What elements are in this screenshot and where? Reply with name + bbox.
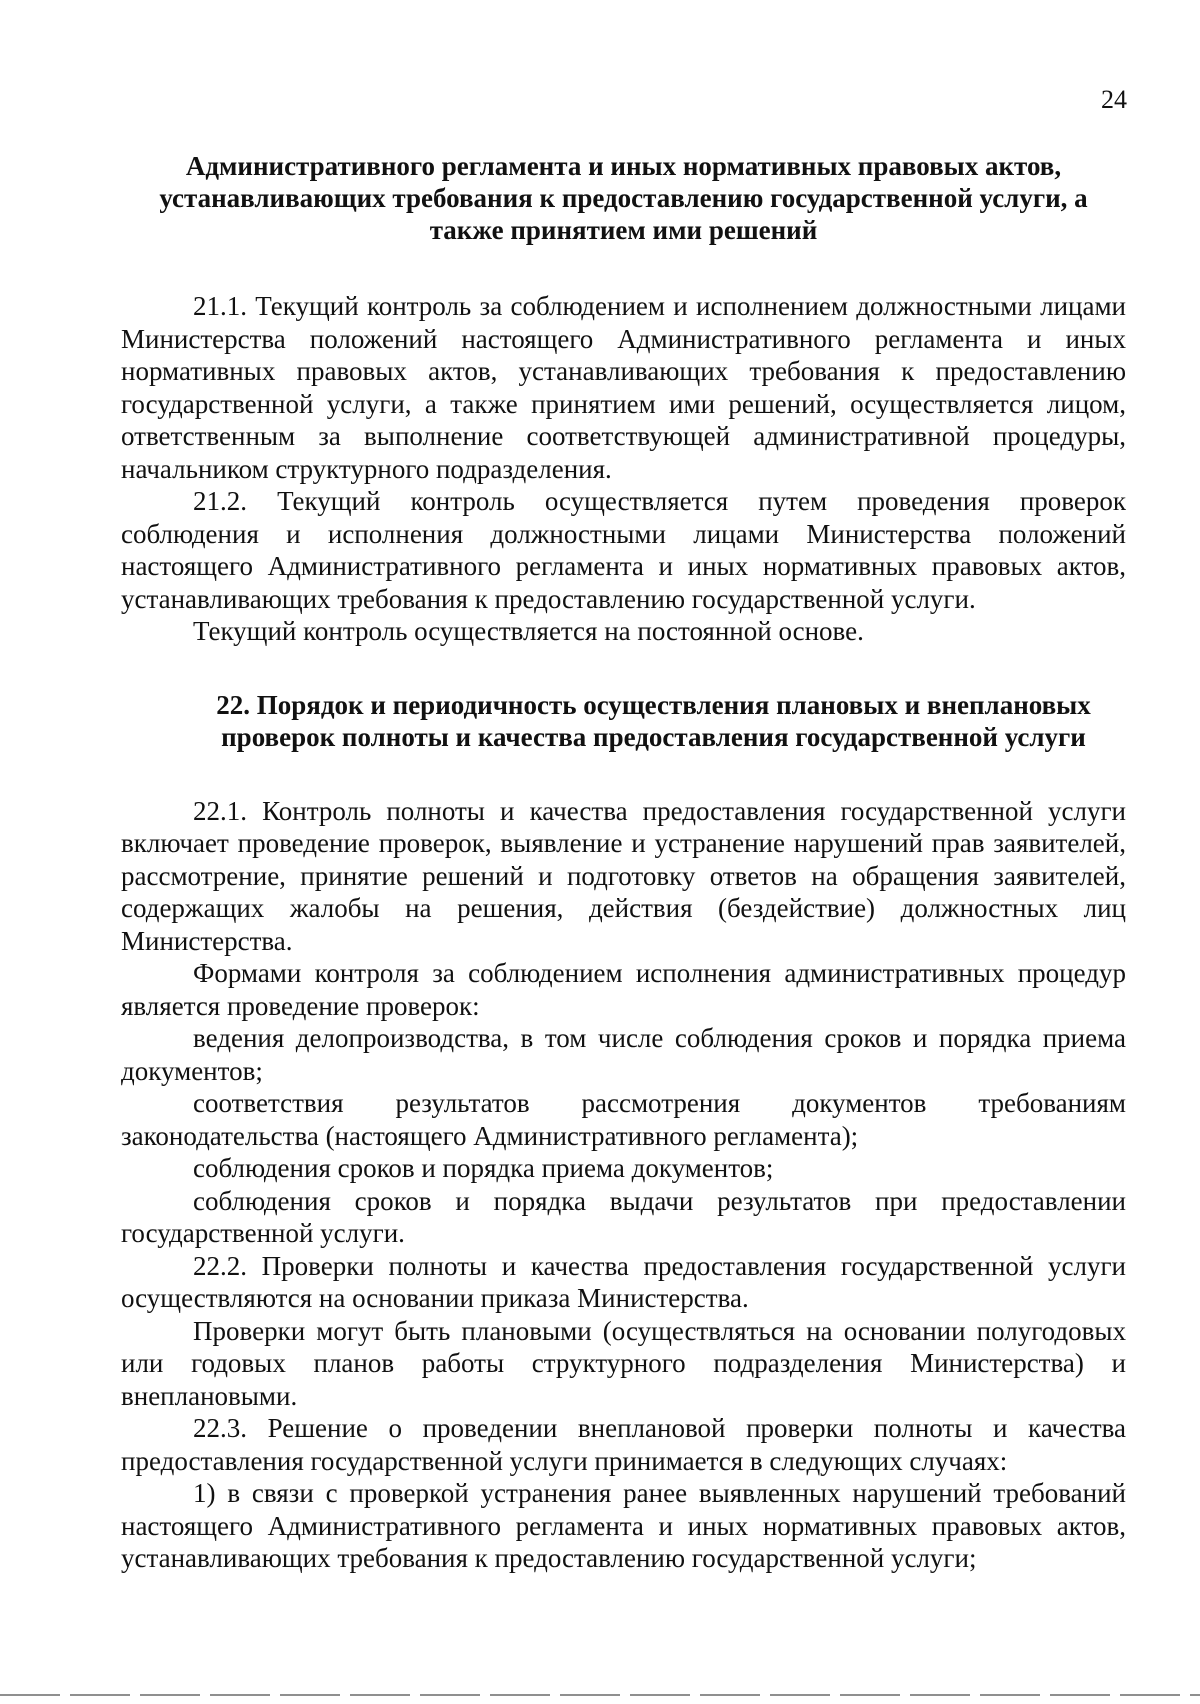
scan-edge-line xyxy=(0,1694,1200,1696)
paragraph-22-2: 22.2. Проверки полноты и качества предоставления государственной услуги осуществляются на основании приказа Министерства. xyxy=(121,1250,1126,1313)
paragraph-21-continuous: Текущий контроль осуществляется на постоянной основе. xyxy=(193,616,864,646)
paragraph-control-forms: Формами контроля за соблюдением исполнения административных процедур является проведение проверок: xyxy=(121,958,1126,1021)
paragraph-21-1: 21.1. Текущий контроль за соблюдением и исполнением должностными лицами Министерства положений настоящего Административного регламента и иных нормативных правовых актов, устанавливающих требования к предоставлению государственной услуги, а также принятием ими решений, осуществляется лицом, ответственным за выполнение соответствующей административной процедуры, начальником структурного подразделения. xyxy=(121,291,1126,484)
paragraph-22-1: 22.1. Контроль полноты и качества предоставления государственной услуги включает проведение проверок, выявление и устранение нарушений прав заявителей, рассмотрение, принятие решений и подготовку ответов на обращения заявителей, содержащих жалобы на решения, действия (бездействие) должностных лиц Министерства. xyxy=(121,795,1126,956)
section-22-heading: 22. Порядок и периодичность осуществления плановых и внеплановых проверок полноты и качества предоставления государственной услуги xyxy=(216,689,1091,752)
list-item-records: ведения делопроизводства, в том числе соблюдения сроков и порядка приема документов; xyxy=(121,1023,1126,1086)
section-heading: Административного регламента и иных нормативных правовых актов, устанавливающих требования к предоставлению государственной услуги, а также принятием ими решений xyxy=(159,151,1088,245)
document-body xyxy=(121,150,1126,1575)
list-item-compliance: соответствия результатов рассмотрения документов требованиям законодательства (настоящего Административного регламента); xyxy=(121,1088,1126,1151)
list-item-acceptance-terms: соблюдения сроков и порядка приема документов; xyxy=(193,1153,774,1183)
paragraph-inspection-types: Проверки могут быть плановыми (осуществляться на основании полугодовых или годовых планов работы структурного подразделения Министерства) и внеплановыми. xyxy=(121,1315,1126,1411)
list-item-issuance-terms: соблюдения сроков и порядка выдачи результатов при предоставлении государственной услуги. xyxy=(121,1185,1126,1248)
paragraph-22-3: 22.3. Решение о проведении внеплановой проверки полноты и качества предоставления государственной услуги принимается в следующих случаях: xyxy=(121,1413,1126,1476)
page-number: 24 xyxy=(1101,85,1127,114)
paragraph-21-2: 21.2. Текущий контроль осуществляется путем проведения проверок соблюдения и исполнения должностными лицами Министерства положений настоящего Административного регламента и иных нормативных правовых актов, устанавливающих требования к предоставлению государственной услуги. xyxy=(121,486,1126,614)
list-item-case-1: 1) в связи с проверкой устранения ранее выявленных нарушений требований настоящего Административного регламента и иных нормативных правовых актов, устанавливающих требования к предоставлению государственной услуги; xyxy=(121,1478,1126,1573)
